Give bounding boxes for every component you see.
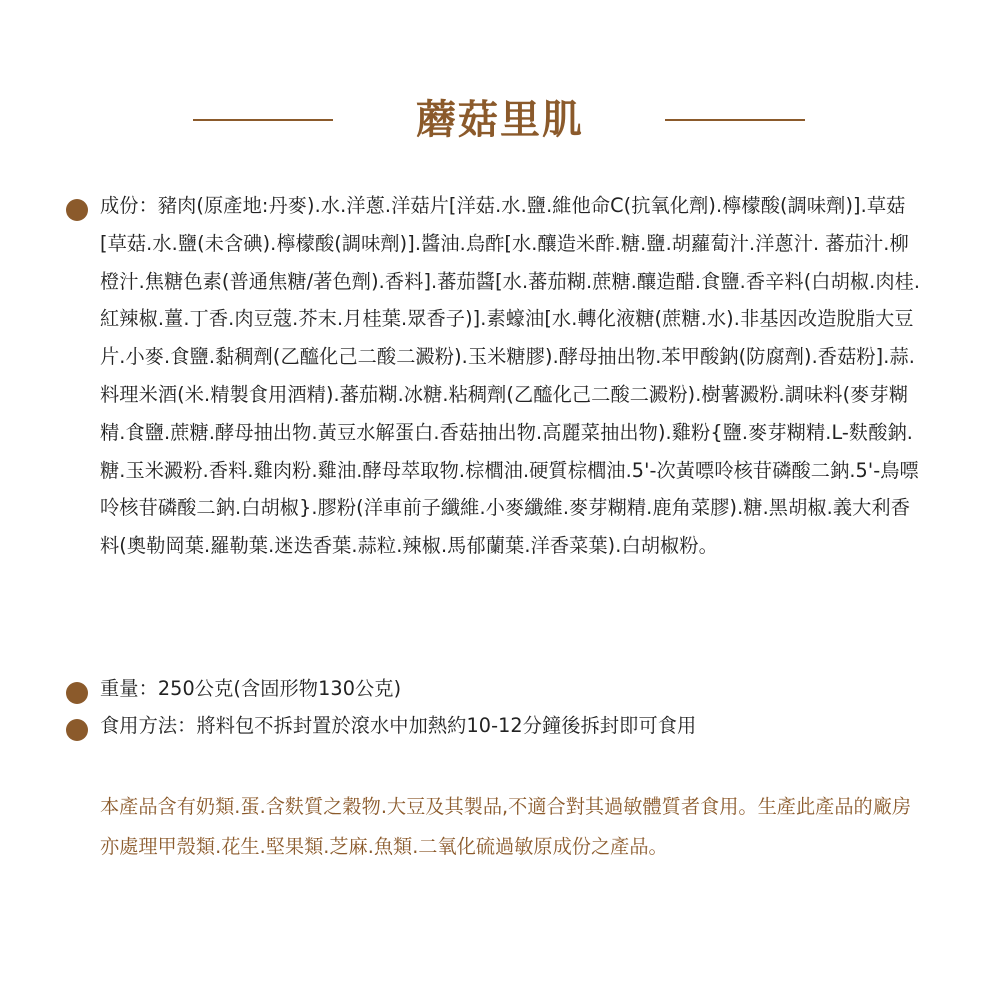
- ingredients-text: 成份：豬肉(原產地:丹麥).水.洋蔥.洋菇片[洋菇.水.鹽.維他命C(抗氧化劑).檸檬酸(調味劑)].草菇[草菇.水.鹽(未含碘).檸檬酸(調味劑)].醬油.烏酢[水.釀造米酢.糖.鹽.胡蘿蔔汁.洋蔥汁. 蕃茄汁.柳橙汁.焦糖色素(普通焦糖/著色劑).香料].蕃茄醬[水.蕃茄糊.蔗糖.釀造醋.食鹽.香辛料(白胡椒.肉桂.紅辣椒.薑.丁香.肉豆蔻.芥末.月桂葉.眾香子)].素蠔油[水.轉化液糖(蔗糖.水).非基因改造脫脂大豆片.小麥.食鹽.黏稠劑(乙醯化己二酸二澱粉).玉米糖膠).酵母抽出物.苯甲酸鈉(防腐劑).香菇粉].蒜.料理米酒(米.精製食用酒精).蕃茄糊.冰糖.粘稠劑(乙醯化己二酸二澱粉).樹薯澱粉.調味料(麥芽糊精.食鹽.蔗糖.酵母抽出物.黃豆水解蛋白.香菇抽出物.高麗菜抽出物).雞粉{鹽.麥芽糊精.L-麩酸鈉.糖.玉米澱粉.香料.雞肉粉.雞油.酵母萃取物.棕櫚油.硬質棕櫚油.5'-次黃嘌呤核苷磷酸二鈉.5'-鳥嘌呤核苷磷酸二鈉.白胡椒}.膠粉(洋車前子纖維.小麥纖維.麥芽糊精.鹿角菜膠).糖.黑胡椒.義大利香料(奧勒岡葉.羅勒葉.迷迭香葉.蒜粒.辣椒.馬郁蘭葉.洋香菜葉).白胡椒粉。: [100, 194, 921, 558]
- usage-text: 食用方法：將料包不拆封置於滾水中加熱約10-12分鐘後拆封即可食用: [100, 714, 697, 737]
- product-title: 蘑菇里肌: [416, 97, 584, 143]
- title-row: [0, 88, 1000, 152]
- title-divider-right: [665, 119, 805, 121]
- bullet-dot-icon: [66, 682, 88, 704]
- bullet-dot-icon: [66, 719, 88, 741]
- weight-text: 重量：250公克(含固形物130公克): [100, 677, 402, 700]
- allergen-notice: 本產品含有奶類.蛋.含麩質之穀物.大豆及其製品,不適合對其過敏體質者食用。生產此產品的廠房亦處理甲殼類.花生.堅果類.芝麻.魚類.二氧化硫過敏原成份之產品。: [100, 795, 912, 858]
- bullet-dot-icon: [66, 199, 88, 221]
